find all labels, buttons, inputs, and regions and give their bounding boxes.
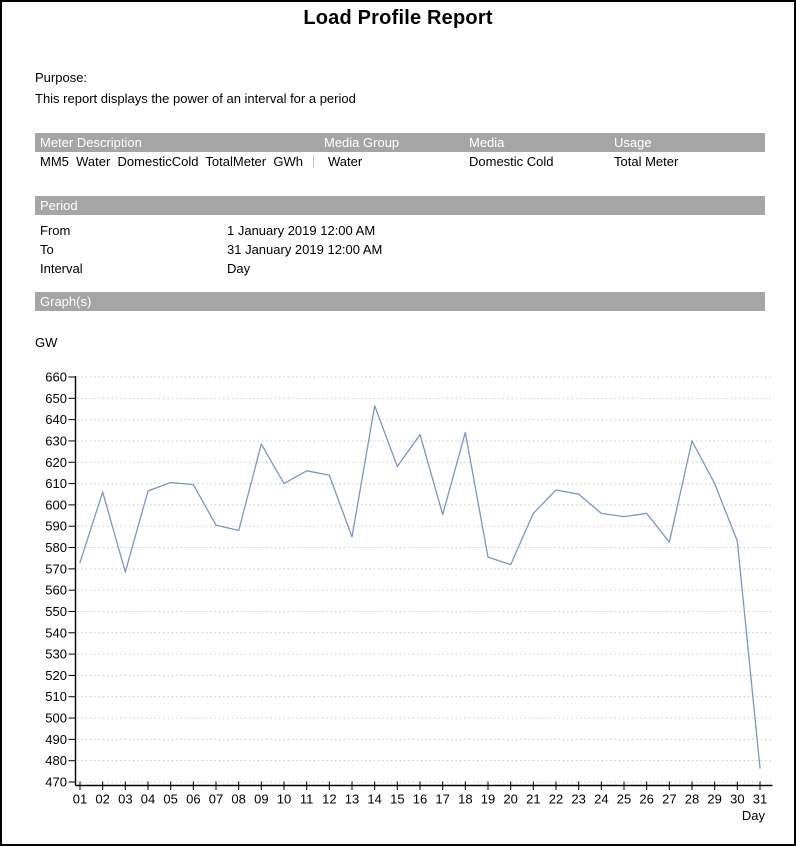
svg-text:18: 18 <box>458 791 473 807</box>
graphs-header-bar <box>35 292 765 311</box>
cell-usage: Total Meter <box>614 154 679 169</box>
svg-text:560: 560 <box>45 582 67 598</box>
x-tick-labels <box>73 792 767 807</box>
svg-text:480: 480 <box>45 753 67 769</box>
svg-text:550: 550 <box>45 603 67 619</box>
svg-text:580: 580 <box>45 540 67 556</box>
svg-text:490: 490 <box>45 731 67 747</box>
svg-text:08: 08 <box>231 791 246 807</box>
y-axis-unit-label: GW <box>35 335 58 350</box>
svg-text:600: 600 <box>45 497 67 513</box>
svg-text:23: 23 <box>571 791 586 807</box>
svg-text:500: 500 <box>45 710 67 726</box>
svg-text:27: 27 <box>662 791 677 807</box>
column-divider <box>313 156 314 167</box>
svg-text:24: 24 <box>594 791 609 807</box>
svg-text:620: 620 <box>45 454 67 470</box>
axis-ticks <box>69 377 761 790</box>
period-header-bar <box>35 196 765 215</box>
meter-table-header-bar <box>35 133 765 152</box>
svg-text:10: 10 <box>276 791 292 807</box>
cell-meter-description: MM5 Water DomesticCold TotalMeter GWh <box>40 154 303 169</box>
svg-text:15: 15 <box>390 791 405 807</box>
period-from-value: 1 January 2019 12:00 AM <box>227 223 376 238</box>
svg-text:470: 470 <box>45 774 67 790</box>
period-interval-value: Day <box>227 261 251 276</box>
svg-text:610: 610 <box>45 476 67 492</box>
period-from-label: From <box>40 223 71 238</box>
svg-text:570: 570 <box>45 561 67 577</box>
purpose-text: This report displays the power of an interval for a period <box>35 91 356 106</box>
svg-text:30: 30 <box>730 791 745 807</box>
svg-text:06: 06 <box>186 791 201 807</box>
svg-text:520: 520 <box>45 667 67 683</box>
svg-text:660: 660 <box>45 369 67 385</box>
svg-text:02: 02 <box>95 791 110 807</box>
svg-text:17: 17 <box>435 791 450 807</box>
svg-text:590: 590 <box>45 518 67 534</box>
svg-text:530: 530 <box>45 646 67 662</box>
svg-text:19: 19 <box>480 791 496 807</box>
svg-text:16: 16 <box>412 791 428 807</box>
period-to-label: To <box>40 242 54 257</box>
svg-text:12: 12 <box>322 791 337 807</box>
load-profile-line-chart <box>2 2 796 846</box>
svg-text:04: 04 <box>140 791 156 807</box>
svg-text:650: 650 <box>45 390 67 406</box>
svg-text:630: 630 <box>45 433 67 449</box>
svg-text:11: 11 <box>299 791 314 807</box>
y-tick-labels <box>45 370 67 790</box>
header-media-group: Media Group <box>324 135 400 150</box>
cell-media: Domestic Cold <box>469 154 554 169</box>
svg-text:14: 14 <box>367 791 382 807</box>
svg-text:01: 01 <box>72 791 88 807</box>
svg-text:31: 31 <box>752 791 768 807</box>
svg-text:03: 03 <box>118 791 133 807</box>
page-title: Load Profile Report <box>303 7 493 29</box>
y-gridlines <box>77 377 772 782</box>
period-interval-label: Interval <box>40 261 83 276</box>
svg-text:510: 510 <box>45 689 67 705</box>
svg-text:28: 28 <box>684 791 700 807</box>
cell-media-group: Water <box>328 154 363 169</box>
svg-text:29: 29 <box>707 791 722 807</box>
svg-text:25: 25 <box>616 791 632 807</box>
svg-text:26: 26 <box>639 791 654 807</box>
svg-text:20: 20 <box>503 791 518 807</box>
graphs-header: Graph(s) <box>40 294 92 309</box>
header-meter-description: Meter Description <box>40 135 142 150</box>
svg-text:05: 05 <box>163 791 178 807</box>
svg-text:540: 540 <box>45 625 67 641</box>
period-to-value: 31 January 2019 12:00 AM <box>227 242 383 257</box>
svg-text:09: 09 <box>254 791 269 807</box>
purpose-label: Purpose: <box>35 70 88 85</box>
period-header: Period <box>40 198 78 213</box>
series-line <box>80 406 760 768</box>
svg-text:22: 22 <box>548 791 564 807</box>
meter-table-row <box>2 154 796 170</box>
svg-text:13: 13 <box>344 791 360 807</box>
header-media: Media <box>469 135 505 150</box>
header-usage: Usage <box>614 135 652 150</box>
svg-text:07: 07 <box>208 791 224 807</box>
x-axis-title: Day <box>741 808 765 823</box>
svg-text:640: 640 <box>45 412 67 428</box>
svg-text:21: 21 <box>526 791 541 807</box>
